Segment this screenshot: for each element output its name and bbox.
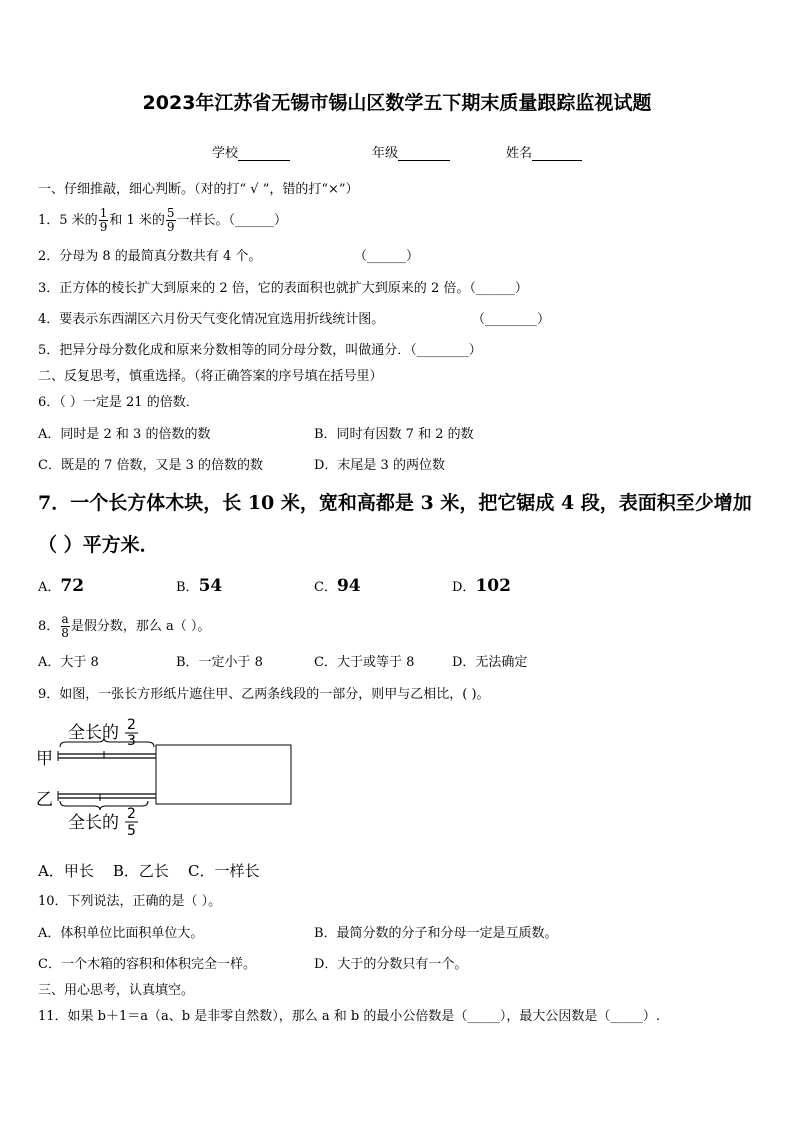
q6-option-c[interactable]: C．既是的 7 倍数，又是 3 的倍数的数 xyxy=(38,458,264,473)
grade-label: 年级 xyxy=(372,146,399,161)
q1-fraction-1 xyxy=(99,207,109,234)
name-label: 姓名 xyxy=(506,146,533,161)
name-field[interactable] xyxy=(506,142,582,161)
q7-option-d[interactable] xyxy=(452,576,511,596)
q2-answer-blank[interactable]: （______） xyxy=(354,249,420,264)
q6-option-d[interactable]: D．末尾是 3 的两位数 xyxy=(314,458,445,473)
question-11: 11．如果 b＋1＝a（a、b 是非零自然数），那么 a 和 b 的最小公倍数是（_____），最大公因数是（_____）. xyxy=(38,1009,660,1024)
q1-f2-numerator: 5 xyxy=(166,206,175,220)
question-8 xyxy=(38,610,210,644)
q10-option-d[interactable]: D．大于的分数只有一个。 xyxy=(314,957,468,972)
q9-bottom-numerator: 2 xyxy=(127,806,136,822)
q8-numerator: a xyxy=(61,612,69,626)
q6-option-a[interactable]: A．同时是 2 和 3 的倍数的数 xyxy=(38,427,211,442)
q9-bottom-label: 全长的 xyxy=(68,813,119,833)
question-4: 4．要表示东西湖区六月份天气变化情况宜选用折线统计图。 xyxy=(38,312,385,327)
q9-diagram xyxy=(36,714,298,840)
question-6: 6．（ ）一定是 21 的倍数． xyxy=(38,395,199,410)
q1-text-c: 一样长。（______） xyxy=(176,213,288,228)
q9-top-numerator: 2 xyxy=(127,717,136,733)
q1-fraction-2 xyxy=(166,207,176,234)
page-title: 2023年江苏省无锡市锡山区数学五下期末质量跟踪监视试题 xyxy=(142,92,652,114)
q1-f2-denominator: 9 xyxy=(166,220,175,234)
name-blank[interactable] xyxy=(532,146,582,161)
q10-option-c[interactable]: C．一个木箱的容积和体积完全一样。 xyxy=(38,957,256,972)
q8-option-a[interactable]: A．大于 8 xyxy=(38,655,99,670)
q8-denominator: 8 xyxy=(61,626,69,640)
school-field[interactable] xyxy=(212,142,290,161)
q7-b-label: B． xyxy=(176,580,199,595)
q7-d-label: D． xyxy=(452,580,476,595)
section-3-heading: 三、用心思考，认真填空。 xyxy=(38,983,195,998)
q1-text-a: 1．5 米的 xyxy=(38,213,98,228)
q6-option-b[interactable]: B．同时有因数 7 和 2 的数 xyxy=(314,427,474,442)
section-2-heading: 二、反复思考，慎重选择。（将正确答案的序号填在括号里） xyxy=(38,369,383,384)
q10-option-b[interactable]: B．最简分数的分子和分母一定是互质数。 xyxy=(314,926,558,941)
q9-top-denominator: 3 xyxy=(127,733,136,749)
q4-answer-blank[interactable]: （________） xyxy=(472,312,551,327)
q8-option-d[interactable]: D．无法确定 xyxy=(452,655,528,670)
q1-f1-denominator: 9 xyxy=(99,220,108,234)
q9-top-label: 全长的 xyxy=(68,723,119,743)
q7-c-label: C． xyxy=(314,580,337,595)
q7-b-value: 54 xyxy=(198,576,223,596)
q9-bottom-denominator: 5 xyxy=(127,823,136,839)
question-9: 9．如图，一张长方形纸片遮住甲、乙两条线段的一部分，则甲与乙相比，( )。 xyxy=(38,687,490,702)
q7-option-b[interactable] xyxy=(176,576,222,596)
q8-fraction xyxy=(60,613,70,640)
q10-option-a[interactable]: A．体积单位比面积单位大。 xyxy=(38,926,204,941)
q7-option-a[interactable] xyxy=(38,576,84,596)
section-1-heading: 一、仔细推敲，细心判断。（对的打“ √ ”，错的打“×”） xyxy=(38,182,359,197)
q1-f1-numerator: 1 xyxy=(99,206,108,220)
school-label: 学校 xyxy=(212,146,239,161)
q7-a-value: 72 xyxy=(60,576,85,596)
question-3: 3．正方体的棱长扩大到原来的 2 倍，它的表面积也就扩大到原来的 2 倍。（______） xyxy=(38,281,528,296)
q8-number: 8． xyxy=(38,619,60,634)
grade-blank[interactable] xyxy=(398,146,450,161)
question-1 xyxy=(38,207,287,234)
q8-text: 是假分数，那么 a（ ）。 xyxy=(70,619,211,634)
question-7-line-2: （ ）平方米． xyxy=(38,534,159,556)
question-2: 2．分母为 8 的最简真分数共有 4 个。 xyxy=(38,249,262,264)
q7-d-value: 102 xyxy=(475,576,511,596)
q8-option-b[interactable]: B．一定小于 8 xyxy=(176,655,263,670)
q7-a-label: A． xyxy=(38,580,61,595)
grade-field[interactable] xyxy=(372,142,450,161)
q7-c-value: 94 xyxy=(336,576,361,596)
school-blank[interactable] xyxy=(238,146,290,161)
q9-jia-label: 甲 xyxy=(36,749,53,769)
q1-text-b: 和 1 米的 xyxy=(109,213,165,228)
q9-options[interactable]: A．甲长 B．乙长 C．一样长 xyxy=(38,862,260,880)
q9-paper-rectangle xyxy=(156,745,291,804)
q7-option-c[interactable] xyxy=(314,576,361,596)
question-10: 10．下列说法，正确的是（ ）。 xyxy=(38,894,222,909)
question-5: 5．把异分母分数化成和原来分数相等的同分母分数，叫做通分．（________） xyxy=(38,343,482,358)
q8-option-c[interactable]: C．大于或等于 8 xyxy=(314,655,415,670)
question-7-line-1: 7．一个长方体木块，长 10 米，宽和高都是 3 米，把它锯成 4 段，表面积至少增加 xyxy=(38,492,752,514)
q9-yi-label: 乙 xyxy=(36,790,53,810)
